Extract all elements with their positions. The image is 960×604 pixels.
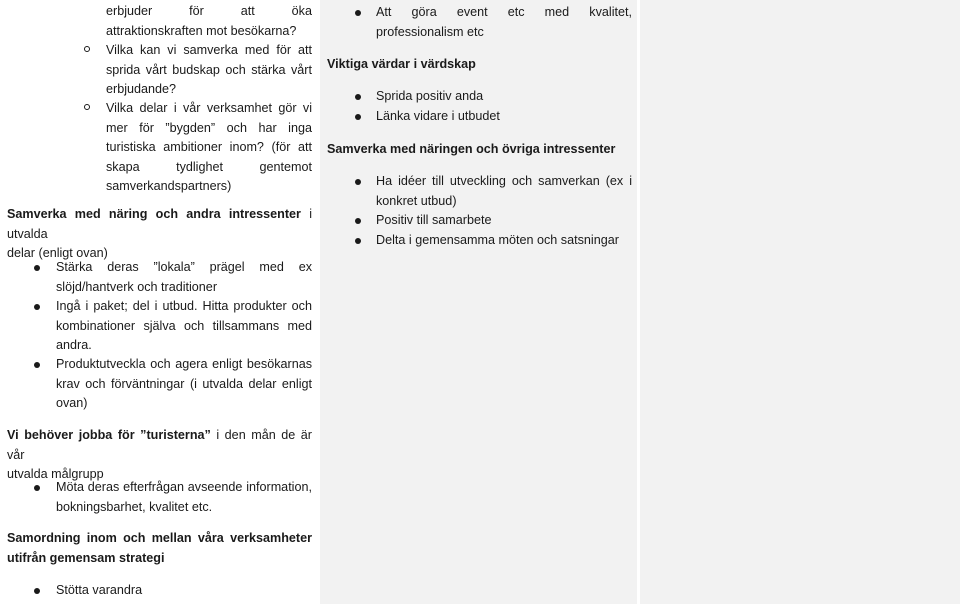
- text-line: Att göra event etc med kvalitet,: [376, 5, 632, 19]
- column-right: [640, 0, 960, 604]
- bullet-item: [56, 297, 312, 356]
- sub-item-3: [106, 99, 312, 197]
- text-line: Ingå i paket; del i utbud. Hitta produkter och: [56, 299, 312, 313]
- bullet-icon: [355, 94, 361, 100]
- text-line: erbjudande?: [106, 82, 177, 96]
- text-line: mer för ”bygden” och har inga: [106, 120, 312, 135]
- heading-line2: utvalda målgrupp: [7, 467, 104, 481]
- bullet-icon: [34, 362, 40, 368]
- bullet-icon: [34, 265, 40, 271]
- text-line: Delta i gemensamma möten och satsningar: [376, 233, 619, 247]
- heading-line2: utifrån gemensam strategi: [7, 550, 165, 565]
- text-line: attraktionskraften mot besökarna?: [106, 23, 297, 38]
- heading-text: Samverka med näringen och övriga intressenter: [327, 142, 616, 156]
- text-line: slöjd/hantverk och traditioner: [56, 279, 218, 294]
- bullet-item: [376, 231, 632, 251]
- bullet-item: [376, 107, 632, 127]
- text-line: Ha idéer till utveckling och samverkan (ex i: [376, 174, 632, 188]
- text-line: kombinationer själva och tillsammans med: [56, 318, 312, 333]
- text-line: Sprida positiv anda: [376, 89, 484, 103]
- text-line: Produktutveckla och agera enligt besökarnas: [56, 357, 312, 371]
- text-line: skapa tydlighet gentemot: [106, 159, 312, 174]
- bullet-icon: [34, 304, 40, 310]
- bullet-item: [376, 211, 632, 231]
- sub-item-2: [106, 41, 312, 100]
- text-line: Vilka kan vi samverka med för att: [106, 43, 312, 57]
- bullet-item: [56, 355, 312, 414]
- heading-samverka-naringen: [327, 140, 632, 160]
- bullet-icon: [34, 588, 40, 594]
- column-divider: [637, 0, 640, 604]
- text-line: turistiska ambitioner inom? (för att: [106, 140, 312, 154]
- heading-samverka-naring: [7, 205, 312, 264]
- bullet-icon: [355, 218, 361, 224]
- text-line: sprida vårt budskap och stärka vårt: [106, 62, 312, 77]
- text-line: andra.: [56, 338, 92, 352]
- bullet-item: [56, 478, 312, 517]
- bullet-item: [376, 3, 632, 42]
- heading-viktiga-vardar: [327, 55, 632, 75]
- bullet-item: [56, 581, 312, 601]
- ring-bullet-icon: [84, 46, 90, 52]
- text-line: krav och förväntningar (i utvalda delar enligt: [56, 376, 312, 391]
- text-line: erbjuder för att öka: [106, 4, 312, 18]
- sub-item-1: [106, 2, 312, 41]
- bullet-icon: [355, 238, 361, 244]
- text-line: professionalism etc: [376, 24, 484, 39]
- heading-line1: Samordning inom och mellan våra verksamheter: [7, 531, 312, 545]
- text-line: Stötta varandra: [56, 583, 143, 597]
- ring-bullet-icon: [84, 104, 90, 110]
- bullet-icon: [355, 179, 361, 185]
- heading-turisterna: [7, 426, 312, 485]
- bullet-icon: [34, 485, 40, 491]
- heading-rest: i utvalda: [7, 207, 313, 241]
- text-line: ovan): [56, 396, 88, 410]
- text-line: Länka vidare i utbudet: [376, 109, 500, 123]
- bullet-item: [56, 258, 312, 297]
- bullet-item: [376, 87, 632, 107]
- text-line: samverkandspartners): [106, 179, 232, 193]
- heading-samordning: [7, 529, 312, 568]
- bullet-icon: [355, 10, 361, 16]
- text-line: konkret utbud): [376, 193, 457, 208]
- text-line: bokningsbarhet, kvalitet etc.: [56, 499, 213, 514]
- text-line: Vilka delar i vår verksamhet gör vi: [106, 101, 312, 115]
- text-line: Möta deras efterfrågan avseende information,: [56, 480, 312, 494]
- text-line: Positiv till samarbete: [376, 213, 492, 227]
- bullet-item: [376, 172, 632, 211]
- text-line: Stärka deras ”lokala” prägel med ex: [56, 260, 312, 274]
- bullet-icon: [355, 114, 361, 120]
- heading-text: Viktiga värdar i värdskap: [327, 57, 476, 71]
- heading-rest: i den mån de är vår: [7, 428, 312, 462]
- heading-line2: delar (enligt ovan): [7, 246, 108, 260]
- heading-bold: Samverka med näring och andra intressenter: [7, 207, 301, 221]
- heading-bold: Vi behöver jobba för ”turisterna”: [7, 428, 211, 442]
